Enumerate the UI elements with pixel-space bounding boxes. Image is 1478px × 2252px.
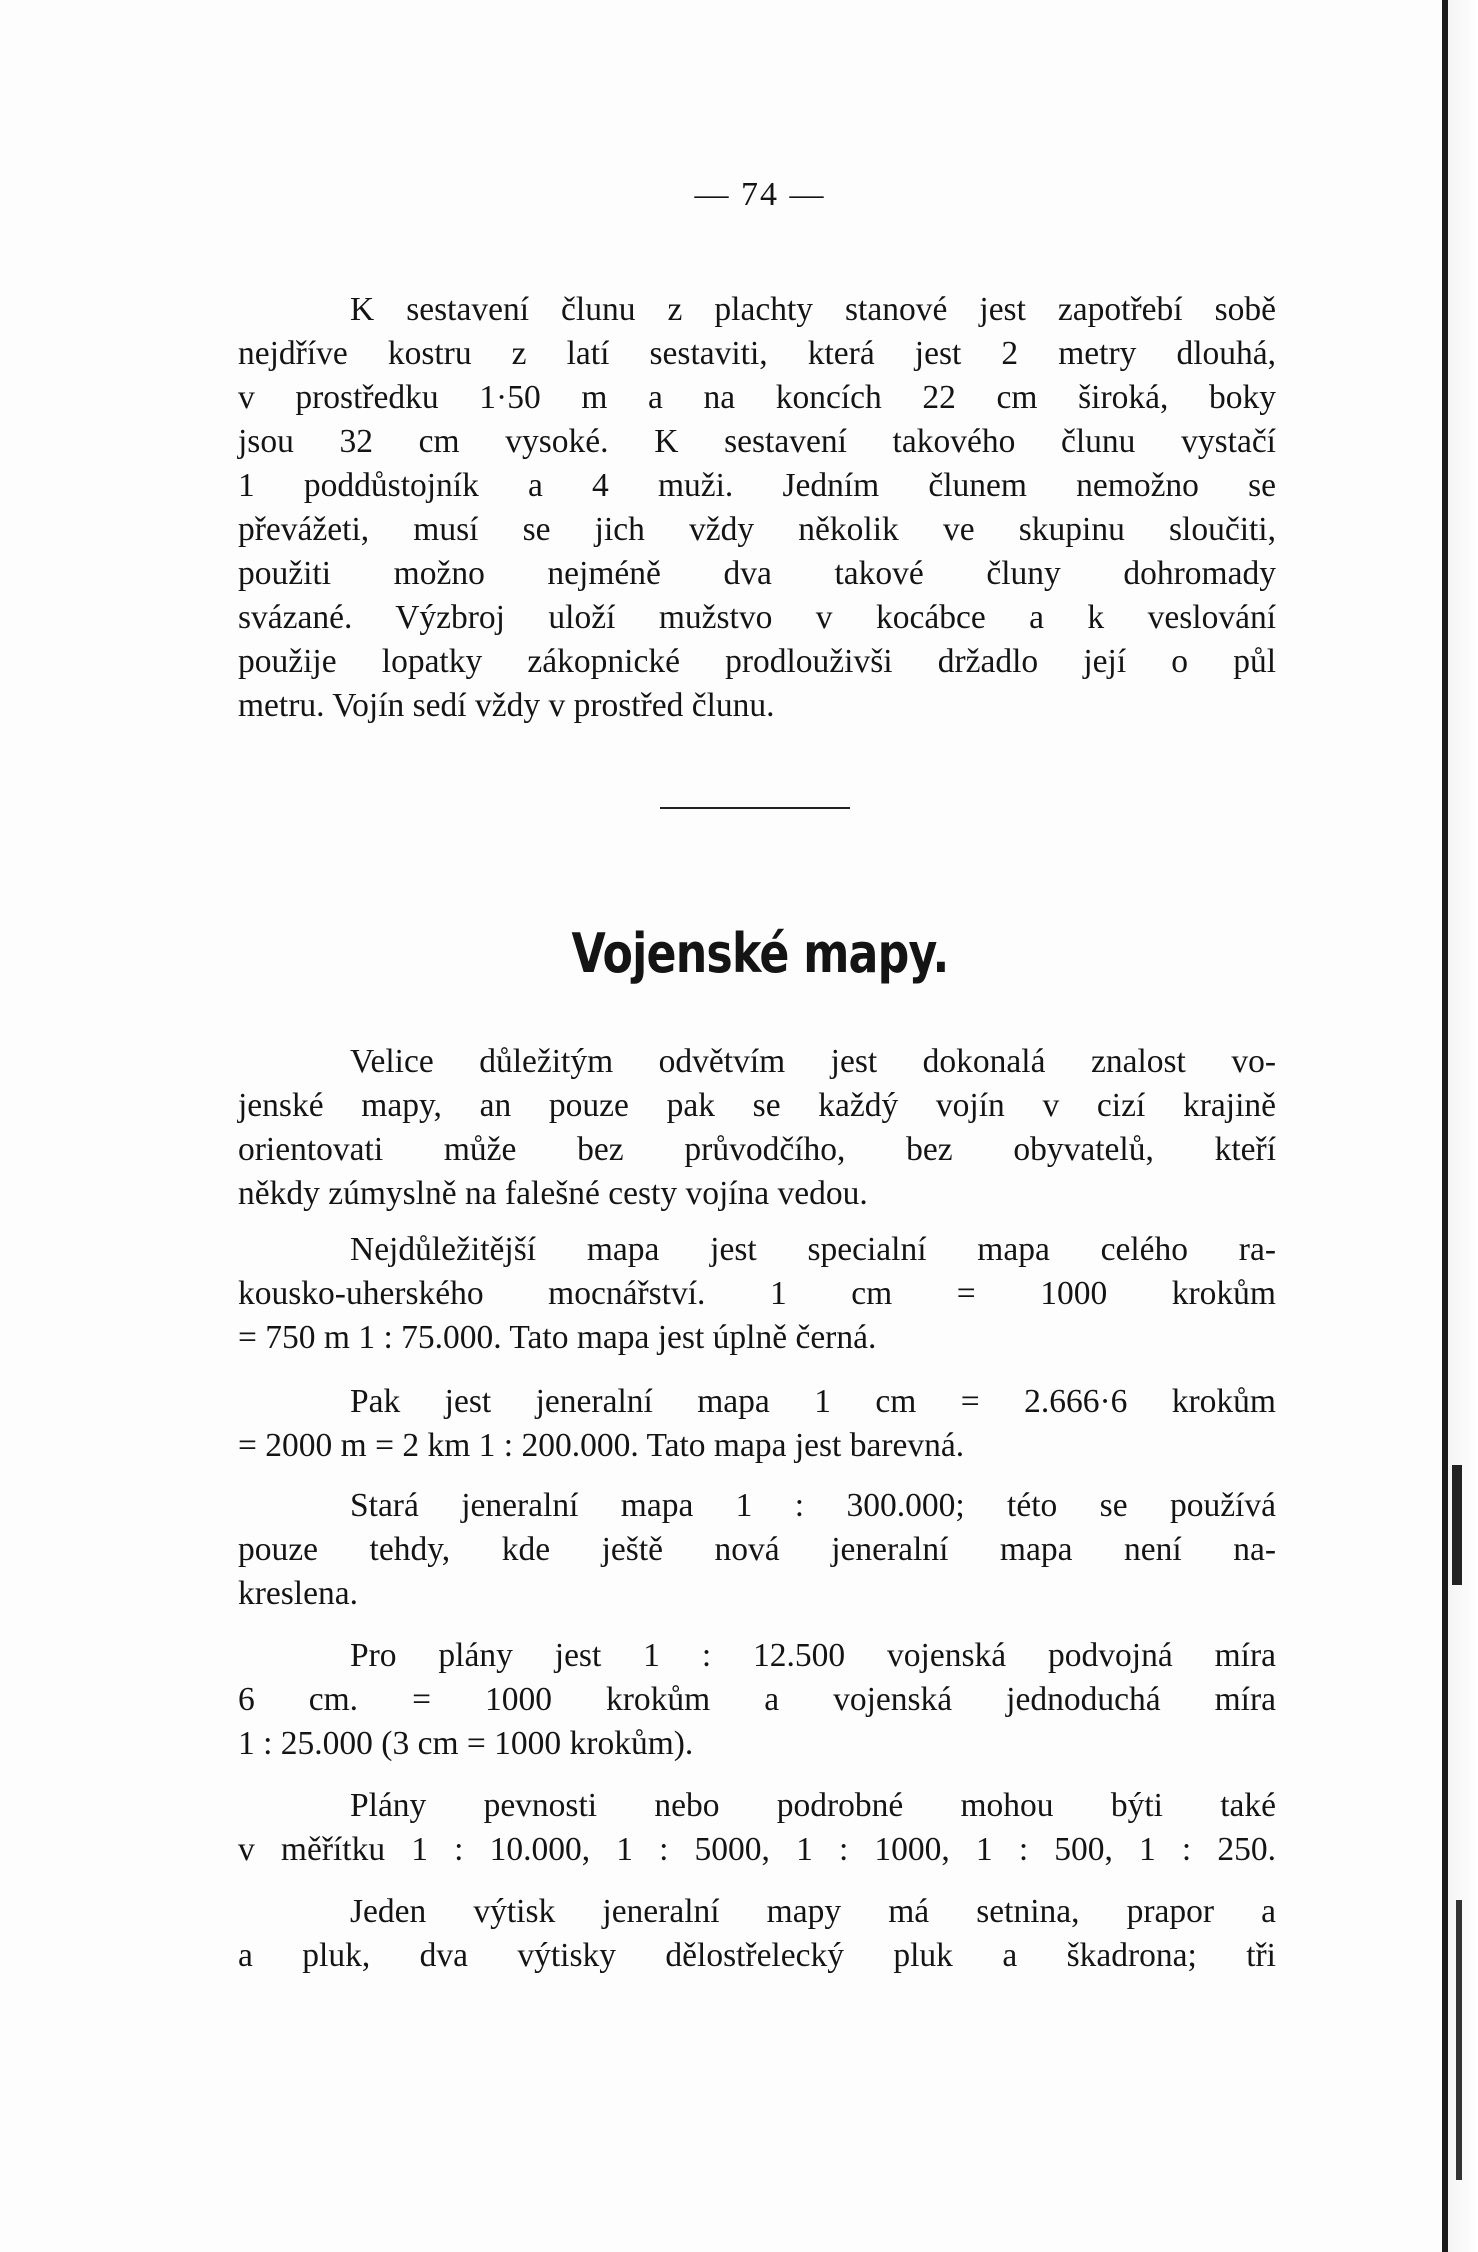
text-line: použiti možno nejméně dva takové čluny dohromady [238, 555, 1276, 592]
text-line: 6 cm. = 1000 krokům a vojenská jednoduchá míra [238, 1681, 1276, 1718]
section-heading: Vojenské mapy. [571, 922, 949, 985]
paragraph-fortress-plans [238, 1784, 1276, 1872]
binding-mark-lower [1456, 1900, 1462, 2180]
paragraph-plans-scale [238, 1634, 1276, 1766]
text-line: nejdříve kostru z latí sestaviti, která jest 2 metry dlouhá, [238, 335, 1276, 372]
paragraph-map-importance [238, 1040, 1276, 1216]
text-line: v měřítku 1 : 10.000, 1 : 5000, 1 : 1000, 1 : 500, 1 : 250. [238, 1831, 1276, 1868]
page-number: — 74 — [694, 176, 826, 213]
text-line: kreslena. [238, 1575, 358, 1612]
text-line: použije lopatky zákopnické prodlouživši držadlo její o půl [238, 643, 1276, 680]
text-line: = 2000 m = 2 km 1 : 200.000. Tato mapa jest barevná. [238, 1427, 965, 1464]
text-line: kousko-uherského mocnářství. 1 cm = 1000 krokům [238, 1275, 1276, 1312]
text-line: Velice důležitým odvětvím jest dokonalá znalost vo- [350, 1043, 1276, 1080]
paragraph-old-general-map [238, 1484, 1276, 1616]
paragraph-special-map [238, 1228, 1276, 1360]
paragraph-general-map [238, 1380, 1276, 1468]
binding-mark [1452, 1465, 1462, 1585]
text-line: Nejdůležitější mapa jest specialní mapa celého ra- [350, 1231, 1276, 1268]
text-line: = 750 m 1 : 75.000. Tato mapa jest úplně černá. [238, 1319, 877, 1356]
text-line: 1 : 25.000 (3 cm = 1000 krokům). [238, 1725, 694, 1762]
paragraph-map-distribution [238, 1890, 1276, 1978]
paragraph-boat-construction [238, 288, 1276, 728]
text-line: orientovati může bez průvodčího, bez obyvatelů, kteří [238, 1131, 1276, 1168]
text-line: a pluk, dva výtisky dělostřelecký pluk a škadrona; tři [238, 1937, 1276, 1974]
text-line: Pak jest jeneralní mapa 1 cm = 2.666·6 krokům [350, 1383, 1276, 1420]
text-line: Pro plány jest 1 : 12.500 vojenská podvojná míra [350, 1637, 1276, 1674]
text-line: 1 poddůstojník a 4 muži. Jedním člunem nemožno se [238, 467, 1276, 504]
text-line: někdy zúmyslně na falešné cesty vojína vedou. [238, 1175, 868, 1212]
text-line: Plány pevnosti nebo podrobné mohou býti také [350, 1787, 1276, 1824]
text-line: jsou 32 cm vysoké. K sestavení takového člunu vystačí [238, 423, 1276, 460]
text-line: K sestavení člunu z plachty stanové jest zapotřebí sobě [350, 291, 1276, 328]
text-line: pouze tehdy, kde ještě nová jeneralní mapa není na- [238, 1531, 1276, 1568]
text-line: Jeden výtisk jeneralní mapy má setnina, prapor a [350, 1893, 1276, 1930]
text-line: v prostředku 1·50 m a na koncích 22 cm široká, boky [238, 379, 1276, 416]
text-line: Stará jeneralní mapa 1 : 300.000; této se používá [350, 1487, 1276, 1524]
text-line: metru. Vojín sedí vždy v prostřed člunu. [238, 687, 775, 724]
page-edge-shadow [1448, 0, 1478, 2252]
section-divider [660, 807, 850, 809]
page-edge-border [1442, 0, 1448, 2252]
text-line: svázané. Výzbroj uloží mužstvo v kocábce a k veslování [238, 599, 1276, 636]
text-line: převážeti, musí se jich vždy několik ve skupinu sloučiti, [238, 511, 1276, 548]
text-line: jenské mapy, an pouze pak se každý vojín v cizí krajině [238, 1087, 1276, 1124]
